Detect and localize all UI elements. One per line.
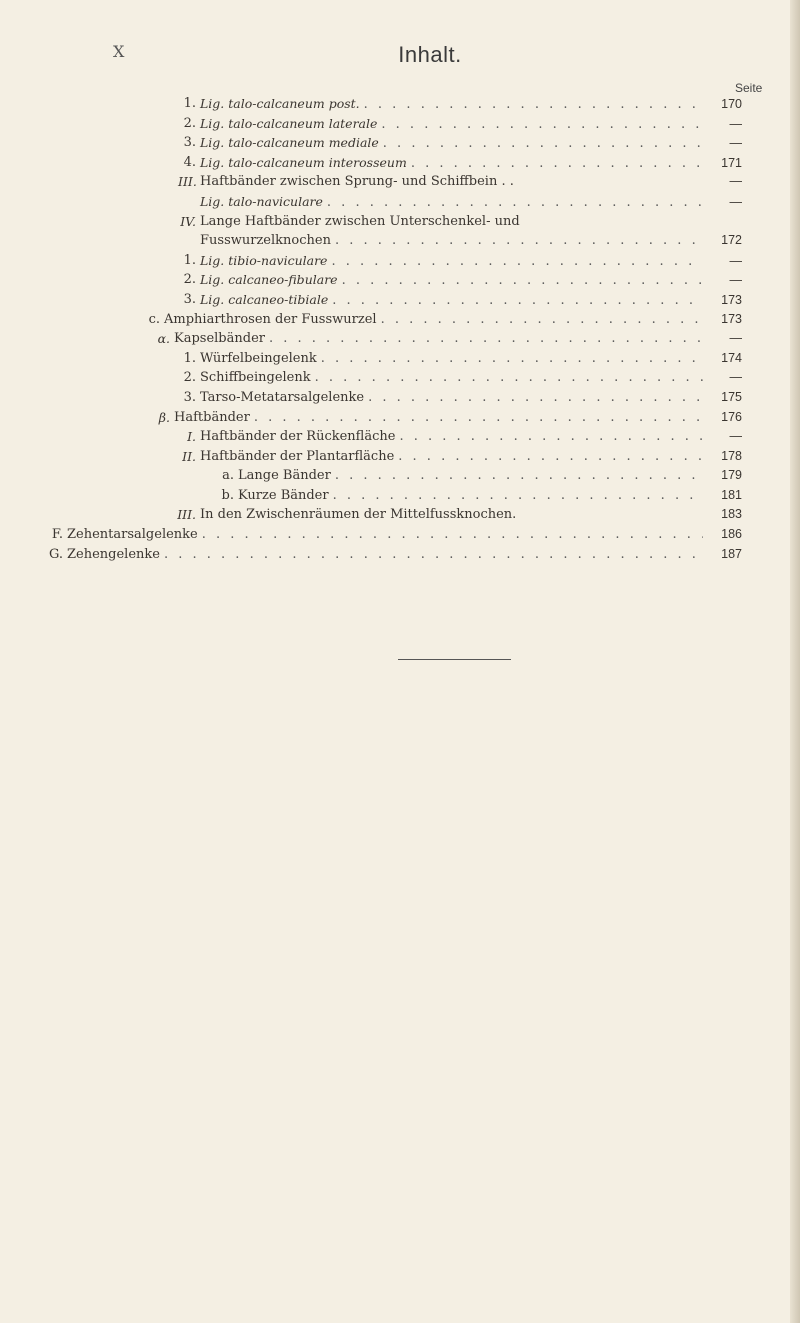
entry-page: —: [729, 116, 742, 131]
entry-text: Lig. talo-naviculare: [200, 193, 323, 209]
entry-text: Kapselbänder: [174, 331, 265, 347]
entry-marker: 1.: [183, 252, 196, 268]
entry-marker: 4.: [183, 154, 196, 170]
entry-page: 173: [721, 292, 742, 307]
leader-dots: [315, 368, 703, 388]
leader-dots: [164, 545, 703, 565]
leader-dots: [331, 252, 703, 272]
entry-page: 173: [721, 311, 742, 326]
entry-text: Haftbänder: [174, 409, 250, 425]
section-rule: [398, 659, 511, 660]
entry-page: 178: [721, 448, 742, 463]
entry-text: Würfelbeingelenk: [200, 350, 317, 366]
entry-marker: a.: [222, 468, 234, 484]
toc-entry: [187, 427, 742, 447]
toc-entry: [183, 368, 742, 388]
entry-text: Kurze Bänder: [238, 487, 329, 503]
entry-text: Zehengelenke: [67, 546, 160, 562]
leader-dots: [333, 486, 703, 506]
entry-text: Tarso-Metatarsalgelenke: [200, 389, 365, 405]
entry-page: 172: [721, 233, 742, 248]
toc-entry: [183, 94, 742, 114]
entry-page: —: [729, 370, 742, 385]
entry-marker: 1.: [183, 350, 196, 366]
entry-text: Lig. talo-calcaneum post.: [200, 96, 360, 111]
leader-dots: [321, 349, 703, 369]
leader-dots: [332, 291, 703, 311]
leader-dots: [327, 193, 703, 213]
entry-text: Haftbänder der Plantarfläche: [200, 448, 395, 464]
entry-page: 186: [721, 527, 742, 542]
entry-page: 176: [721, 409, 742, 424]
leader-dots: [381, 115, 703, 135]
leader-dots: [364, 95, 703, 115]
entry-text: Schiffbeingelenk: [200, 370, 311, 386]
entry-page: —: [729, 194, 742, 209]
entry-text: Lange Haftbänder zwischen Unterschenkel- und: [200, 213, 520, 229]
entry-page: —: [729, 429, 742, 444]
entry-marker: b.: [221, 487, 234, 503]
entry-marker: 2.: [183, 370, 196, 386]
entry-marker: α.: [157, 331, 170, 347]
toc-entry: [183, 153, 742, 173]
page-column-label: Seite: [735, 81, 763, 95]
entry-page: 170: [721, 97, 742, 111]
entry-page: —: [729, 253, 742, 268]
entry-text: Lig. tibio-naviculare: [200, 252, 328, 268]
leader-dots: [368, 388, 703, 408]
leader-dots: [335, 231, 703, 251]
entry-text: In den Zwischenräumen der Mittelfussknochen.: [200, 507, 517, 523]
toc-entry: [200, 192, 742, 212]
entry-marker: c.: [148, 311, 160, 327]
toc-entry: [157, 329, 742, 349]
leader-dots: [335, 466, 703, 486]
leader-dots: [381, 310, 703, 330]
entry-marker: 3.: [183, 291, 196, 307]
entry-text: Zehentarsalgelenke: [67, 527, 198, 543]
entry-page: 174: [721, 350, 742, 365]
entry-text: Lig. calcaneo-fibulare: [200, 272, 338, 288]
leader-dots: [411, 154, 703, 174]
toc-entry: [183, 270, 742, 290]
toc-entry: [222, 466, 742, 486]
entry-page: 183: [721, 507, 742, 522]
entry-page: —: [729, 174, 742, 189]
entry-text: Haftbänder der Rückenfläche: [200, 429, 396, 445]
entry-marker: 2.: [183, 115, 196, 131]
page-title: Inhalt.: [398, 42, 462, 67]
entry-marker: IV.: [180, 213, 196, 229]
toc-entry: [48, 545, 742, 565]
entry-marker: 1.: [183, 96, 196, 111]
entry-text: Lig. talo-calcaneum interosseum: [200, 154, 407, 170]
entry-page: —: [729, 136, 742, 151]
entry-text: Fusswurzelknochen: [200, 233, 331, 249]
toc-entry: [183, 133, 742, 153]
entry-marker: G.: [48, 546, 63, 562]
toc-entry: [158, 408, 742, 428]
page-mark: X: [113, 42, 125, 61]
entry-marker: β.: [158, 409, 170, 425]
entry-marker: II.: [182, 448, 196, 464]
toc-entry: [177, 505, 742, 525]
entry-marker: 2.: [183, 272, 196, 288]
entry-text: Lig. talo-calcaneum mediale: [200, 135, 379, 151]
toc-entry: [183, 388, 742, 408]
entry-marker: III.: [178, 174, 197, 190]
entry-marker: 3.: [183, 135, 196, 151]
toc-entry: [221, 486, 742, 506]
entry-text: Amphiarthrosen der Fusswurzel: [164, 311, 377, 327]
page-edge: [790, 0, 800, 1323]
leader-dots: [398, 447, 703, 467]
entry-page: —: [729, 331, 742, 346]
toc-entry: [148, 310, 742, 330]
toc-entry: [200, 231, 742, 251]
entry-marker: 3.: [183, 389, 196, 405]
entry-marker: I.: [187, 429, 196, 445]
entry-text: Lange Bänder: [238, 468, 331, 484]
entry-text: Haftbänder zwischen Sprung- und Schiffbein . .: [200, 174, 514, 190]
entry-marker: F.: [51, 527, 63, 543]
toc-entry: [183, 251, 742, 271]
leader-dots: [383, 134, 703, 154]
leader-dots: [202, 525, 703, 545]
leader-dots: [254, 408, 703, 428]
toc-entry: [183, 114, 742, 134]
toc-entry: [51, 525, 742, 545]
entry-page: —: [729, 273, 742, 288]
table-of-contents: [48, 94, 742, 564]
entry-page: 187: [721, 546, 742, 561]
toc-entry: [178, 172, 742, 192]
toc-entry: [180, 212, 742, 232]
entry-page: 171: [721, 155, 742, 170]
entry-page: 175: [721, 389, 742, 404]
entry-text: Lig. calcaneo-tibiale: [200, 291, 329, 307]
entry-page: 181: [721, 487, 742, 502]
toc-entry: [183, 349, 742, 369]
toc-entry: [183, 290, 742, 310]
toc-entry: [182, 447, 742, 467]
leader-dots: [269, 329, 703, 349]
leader-dots: [399, 427, 703, 447]
entry-marker: III.: [177, 507, 196, 523]
entry-text: Lig. talo-calcaneum laterale: [200, 115, 378, 131]
entry-page: 179: [721, 468, 742, 483]
leader-dots: [342, 271, 703, 291]
